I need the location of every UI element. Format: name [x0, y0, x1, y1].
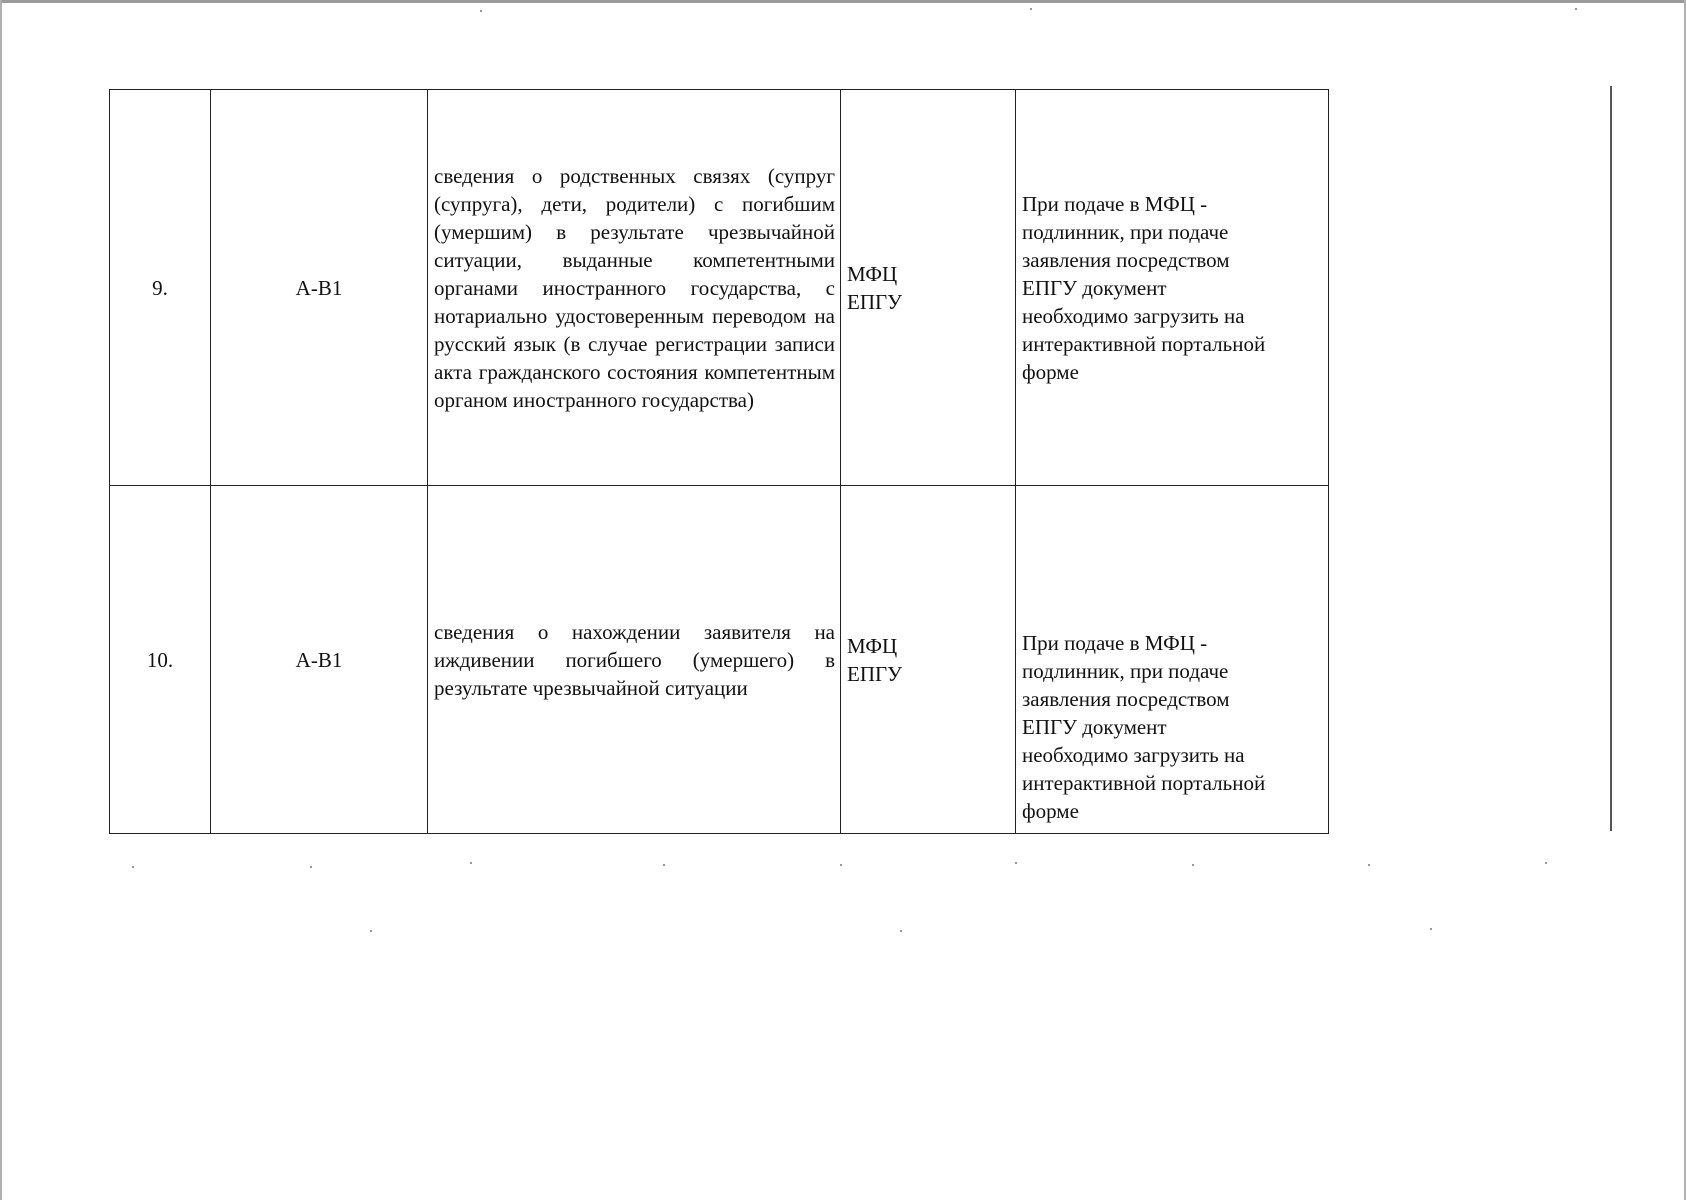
submission-place-line: МФЦ: [847, 261, 898, 286]
note-line: интерактивной портальной: [1022, 331, 1266, 356]
row-note: [1016, 486, 1329, 834]
scan-edge-top: [0, 0, 1686, 3]
note-line: заявления посредством: [1022, 687, 1230, 711]
row-code: А-В1: [211, 486, 428, 834]
submission-place-line: ЕПГУ: [847, 289, 903, 314]
row-code: А-В1: [211, 90, 428, 486]
submission-place-line: МФЦ: [847, 633, 898, 658]
note-line: При подаче в МФЦ -: [1022, 631, 1208, 655]
note-line: подлинник, при подаче: [1022, 659, 1229, 683]
note-line: необходимо загрузить на: [1022, 743, 1245, 767]
note-line: интерактивной портальной: [1022, 771, 1266, 795]
table-row: [110, 486, 1329, 834]
row-number: 9.: [110, 90, 211, 486]
row-submission-place: [841, 486, 1016, 834]
row-description: сведения о родственных связях (супруг (супруга), дети, родители) с погибшим (умершим) в результате чрезвычайной ситуации, выданные компетентными органами иностранного государства, с нотариально удостоверенным переводом на русский язык (в случае регистрации записи акта гражданского состояния компетентным органом иностранного государства): [428, 90, 841, 486]
table-row: [110, 90, 1329, 486]
submission-place-line: ЕПГУ: [847, 661, 903, 686]
row-submission-place: [841, 90, 1016, 486]
note-line: ЕПГУ документ: [1022, 715, 1167, 739]
scan-edge-left: [0, 0, 2, 1200]
note-line: подлинник, при подаче: [1022, 219, 1229, 244]
documents-table: [109, 89, 1329, 834]
note-line: необходимо загрузить на: [1022, 303, 1245, 328]
note-line: ЕПГУ документ: [1022, 275, 1167, 300]
note-line: При подаче в МФЦ -: [1022, 191, 1208, 216]
row-note: [1016, 90, 1329, 486]
margin-rule: [1610, 86, 1612, 831]
note-line: форме: [1022, 799, 1079, 823]
row-description: сведения о нахождении заявителя на иждивении погибшего (умершего) в результате чрезвычайной ситуации: [428, 486, 841, 834]
row-number: 10.: [110, 486, 211, 834]
note-line: форме: [1022, 359, 1079, 384]
note-line: заявления посредством: [1022, 247, 1230, 272]
